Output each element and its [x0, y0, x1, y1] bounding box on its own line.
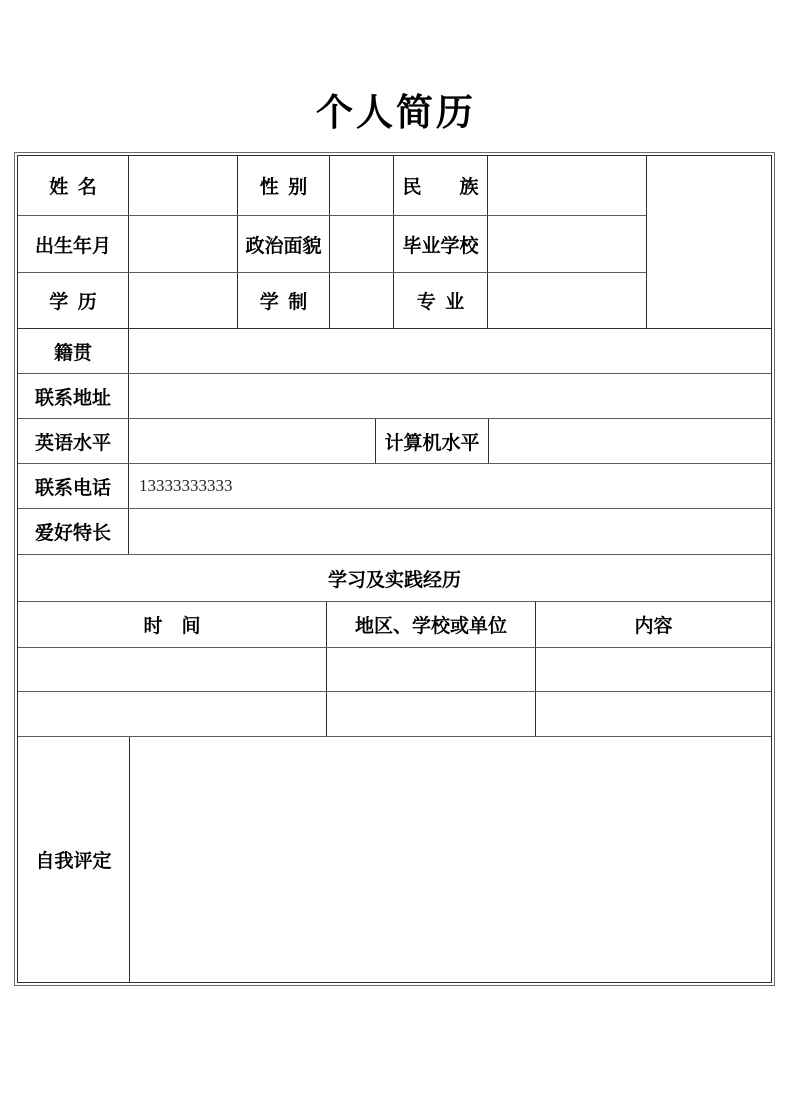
graduation-school-value-cell[interactable] — [488, 216, 647, 272]
resume-table — [14, 152, 775, 986]
computer-level-label: 计算机水平 — [376, 419, 489, 463]
ethnicity-label: 民 族 — [394, 156, 488, 215]
row-contact-phone — [18, 464, 771, 509]
experience-time-cell[interactable] — [18, 692, 327, 736]
experience-row — [18, 692, 771, 737]
self-assessment-value-cell[interactable] — [130, 737, 771, 982]
self-assessment-label: 自我评定 — [18, 737, 130, 982]
experience-header-place: 地区、学校或单位 — [327, 602, 536, 647]
contact-address-value-cell[interactable] — [129, 374, 771, 418]
row-native-place — [18, 329, 771, 374]
row-education-system-major — [18, 273, 647, 328]
row-name-gender-ethnicity — [18, 156, 647, 216]
experience-content-cell[interactable] — [536, 692, 771, 736]
hobbies-label: 爱好特长 — [18, 509, 129, 554]
row-experience-headers — [18, 602, 771, 648]
experience-time-cell[interactable] — [18, 648, 327, 691]
native-place-label: 籍贯 — [18, 329, 129, 373]
row-hobbies — [18, 509, 771, 555]
schooling-system-label: 学 制 — [238, 273, 330, 328]
experience-header-time: 时 间 — [18, 602, 327, 647]
contact-address-label: 联系地址 — [18, 374, 129, 418]
contact-phone-label: 联系电话 — [18, 464, 129, 508]
gender-value-cell[interactable] — [330, 156, 394, 215]
education-value-cell[interactable] — [129, 273, 238, 328]
row-language-computer — [18, 419, 771, 464]
experience-place-cell[interactable] — [327, 648, 536, 691]
contact-phone-value-cell[interactable]: 13333333333 — [139, 476, 233, 495]
experience-row — [18, 648, 771, 692]
major-label: 专 业 — [394, 273, 488, 328]
english-level-label: 英语水平 — [18, 419, 129, 463]
birth-date-value-cell[interactable] — [129, 216, 238, 272]
row-self-assessment — [18, 737, 771, 982]
education-label: 学 历 — [18, 273, 129, 328]
experience-header-content: 内容 — [634, 616, 673, 637]
basic-info-grid — [18, 156, 647, 328]
name-label: 姓 名 — [18, 156, 129, 215]
photo-cell[interactable] — [647, 156, 771, 328]
birth-date-label: 出生年月 — [18, 216, 129, 272]
graduation-school-label: 毕业学校 — [394, 216, 488, 272]
resume-table-inner — [17, 155, 772, 983]
computer-level-value-cell[interactable] — [489, 419, 771, 463]
major-value-cell[interactable] — [488, 273, 647, 328]
gender-label: 性 别 — [238, 156, 330, 215]
row-experience-title — [18, 555, 771, 602]
political-status-value-cell[interactable] — [330, 216, 394, 272]
name-value-cell[interactable] — [129, 156, 238, 215]
english-level-value-cell[interactable] — [129, 419, 376, 463]
experience-section-title: 学习及实践经历 — [327, 569, 461, 591]
native-place-value-cell[interactable] — [129, 329, 771, 373]
hobbies-value-cell[interactable] — [129, 509, 771, 554]
resume-title: 个人简历 — [316, 93, 476, 134]
experience-place-cell[interactable] — [327, 692, 536, 736]
ethnicity-value-cell[interactable] — [488, 156, 647, 215]
row-birth-political-school — [18, 216, 647, 273]
schooling-system-value-cell[interactable] — [330, 273, 394, 328]
experience-content-cell[interactable] — [536, 648, 771, 691]
political-status-label: 政治面貌 — [238, 216, 330, 272]
row-contact-address — [18, 374, 771, 419]
basic-info-section — [18, 156, 771, 329]
